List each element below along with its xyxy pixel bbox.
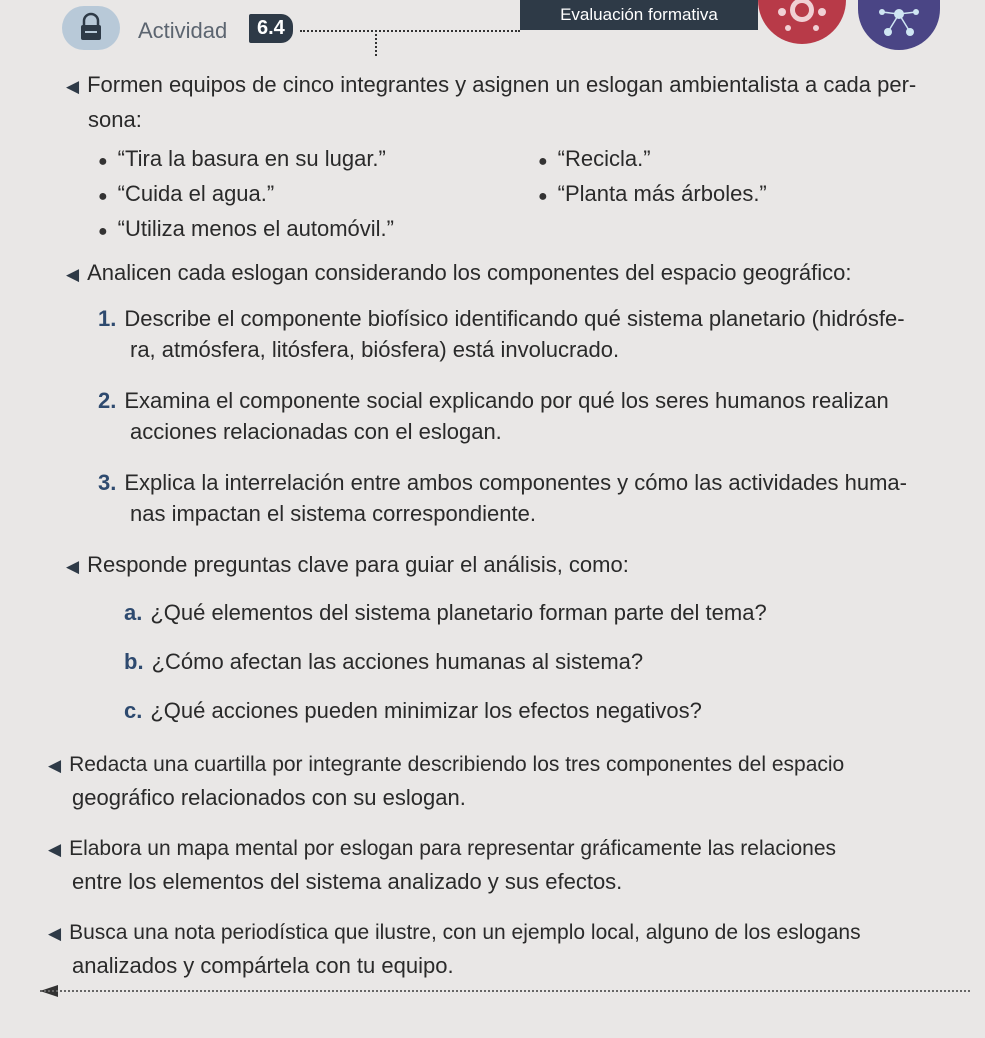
slogan-text: “Utiliza menos el automóvil.” (117, 216, 394, 241)
slogan-text: “Tira la basura en su lugar.” (117, 146, 386, 171)
slogan-text: “Planta más árboles.” (557, 181, 767, 206)
slogan-item (98, 212, 394, 249)
bullet-icon: ● (98, 153, 108, 170)
analyze-item (98, 466, 907, 500)
intro-paragraph (66, 68, 916, 104)
task-text: Redacta una cuartilla por integrante describiendo los tres componentes del espacio (69, 753, 845, 776)
task-item (48, 916, 861, 951)
question-text: ¿Qué elementos del sistema planetario forman parte del tema? (150, 600, 767, 625)
question-text: ¿Cómo afectan las acciones humanas al sistema? (151, 649, 644, 674)
intro-line-2: sona: (88, 107, 142, 132)
question-letter: b. (124, 649, 144, 674)
activity-label: Actividad (138, 18, 228, 43)
bullet-icon: ● (98, 188, 108, 205)
analyze-heading (66, 256, 851, 292)
analyze-heading-text: Analicen cada eslogan considerando los componentes del espacio geográfico: (87, 260, 852, 285)
activity-header (0, 0, 985, 60)
slogan-item (98, 142, 386, 179)
item-text: Describe el componente biofísico identificando qué sistema planetario (hidrósfe- (124, 306, 905, 331)
task-item-cont: entre los elementos del sistema analizado y sus efectos. (72, 869, 623, 894)
bullet-icon: ● (98, 223, 108, 240)
task-text: Busca una nota periodística que ilustre, con un ejemplo local, alguno de los eslogans (69, 921, 861, 944)
analyze-item (98, 384, 889, 418)
bullet-icon: ● (538, 153, 548, 170)
virus-emblem-icon (758, 0, 846, 44)
questions-heading (66, 548, 629, 584)
question-letter: a. (124, 600, 143, 625)
task-item-cont: geográfico relacionados con su eslogan. (72, 785, 466, 810)
question-letter: c. (124, 698, 143, 723)
arrow-left-icon: ◀ (66, 77, 80, 96)
item-text: Explica la interrelación entre ambos componentes y cómo las actividades huma- (124, 470, 907, 495)
arrow-left-icon: ◀ (66, 265, 80, 284)
question-item (124, 596, 767, 630)
slogan-item (98, 177, 274, 214)
question-item (124, 645, 643, 679)
analyze-item-cont: acciones relacionadas con el eslogan. (130, 419, 502, 444)
slogan-item (538, 142, 651, 179)
task-item-cont: analizados y compártela con tu equipo. (72, 953, 454, 978)
header-divider (300, 30, 520, 32)
task-item (48, 832, 836, 867)
task-item (48, 748, 844, 783)
header-divider-drop (375, 30, 377, 56)
item-number: 3. (98, 470, 117, 495)
arrow-left-icon: ◀ (48, 756, 62, 775)
arrow-left-icon: ◀ (48, 924, 62, 943)
footer-divider (40, 990, 970, 992)
evaluation-tag: Evaluación formativa (520, 0, 758, 30)
slogan-text: “Recicla.” (557, 146, 651, 171)
bullet-icon: ● (538, 188, 548, 205)
task-text: Elabora un mapa mental por eslogan para representar gráficamente las relaciones (69, 837, 837, 860)
item-number: 2. (98, 388, 117, 413)
molecule-emblem-icon (858, 0, 940, 50)
item-text: Examina el componente social explicando por qué los seres humanos realizan (124, 388, 889, 413)
question-text: ¿Qué acciones pueden minimizar los efectos negativos? (150, 698, 702, 723)
arrow-left-icon: ◀ (66, 557, 80, 576)
item-number: 1. (98, 306, 117, 331)
activity-number: 6.4 (249, 14, 293, 43)
lock-icon (78, 12, 104, 42)
slogan-item (538, 177, 767, 214)
analyze-item (98, 302, 905, 336)
slogan-text: “Cuida el agua.” (117, 181, 275, 206)
arrow-left-icon: ◀ (48, 840, 62, 859)
analyze-item-cont: nas impactan el sistema correspondiente. (130, 501, 536, 526)
question-item (124, 694, 702, 728)
questions-heading-text: Responde preguntas clave para guiar el análisis, como: (87, 552, 629, 577)
intro-line-1: Formen equipos de cinco integrantes y asignen un eslogan ambientalista a cada per- (87, 72, 917, 97)
analyze-item-cont: ra, atmósfera, litósfera, biósfera) está involucrado. (130, 337, 620, 362)
